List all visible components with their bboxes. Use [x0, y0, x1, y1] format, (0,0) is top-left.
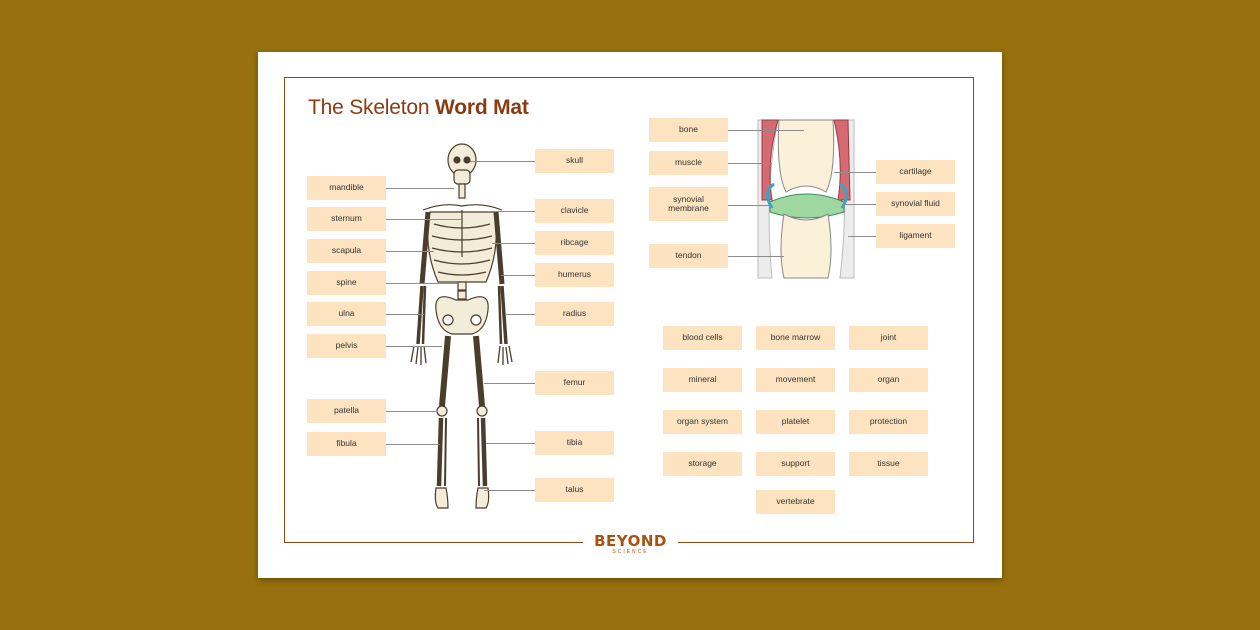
label-sternum: sternum [307, 207, 386, 231]
leader-line [386, 188, 454, 189]
leader-line [484, 383, 535, 384]
leader-line [728, 130, 804, 131]
label-clavicle: clavicle [535, 199, 614, 223]
beyond-science-logo [583, 528, 678, 558]
label-ligament: ligament [876, 224, 955, 248]
label-muscle: muscle [649, 151, 728, 175]
leader-line [834, 172, 876, 173]
leader-line [844, 204, 876, 205]
leader-line [486, 211, 535, 212]
label-scapula: scapula [307, 239, 386, 263]
title-part-1: The Skeleton [308, 96, 430, 119]
word-bank-item: movement [756, 368, 835, 392]
leader-line [386, 251, 434, 252]
logo-wordmark: BEYOND [594, 531, 667, 550]
label-spine: spine [307, 271, 386, 295]
label-skull: skull [535, 149, 614, 173]
leader-line [386, 444, 440, 445]
label-tendon: tendon [649, 244, 728, 268]
logo-subtext: SCIENCE [612, 548, 649, 555]
label-synovial-membrane: synovial membrane [649, 187, 728, 221]
label-ulna: ulna [307, 302, 386, 326]
word-bank-item: protection [849, 410, 928, 434]
leader-line [505, 314, 535, 315]
label-radius: radius [535, 302, 614, 326]
word-bank-item: support [756, 452, 835, 476]
word-bank-item: organ system [663, 410, 742, 434]
leader-line [386, 346, 442, 347]
leader-line [486, 443, 535, 444]
leader-line [848, 236, 876, 237]
word-bank-item: blood cells [663, 326, 742, 350]
leader-line [386, 314, 424, 315]
word-bank-item: storage [663, 452, 742, 476]
word-bank-item: vertebrate [756, 490, 835, 514]
label-synovial-fluid: synovial fluid [876, 192, 955, 216]
label-talus: talus [535, 478, 614, 502]
word-mat-sheet [258, 52, 1002, 578]
word-bank-item: mineral [663, 368, 742, 392]
word-bank-item: platelet [756, 410, 835, 434]
word-bank-item: bone marrow [756, 326, 835, 350]
label-tibia: tibia [535, 431, 614, 455]
leader-line [386, 219, 462, 220]
label-ribcage: ribcage [535, 231, 614, 255]
leader-line [728, 256, 784, 257]
title-part-2: Word Mat [435, 96, 529, 119]
label-patella: patella [307, 399, 386, 423]
label-humerus: humerus [535, 263, 614, 287]
label-mandible: mandible [307, 176, 386, 200]
leader-line [728, 205, 770, 206]
label-femur: femur [535, 371, 614, 395]
leader-line [386, 283, 458, 284]
word-bank-item: organ [849, 368, 928, 392]
label-fibula: fibula [307, 432, 386, 456]
label-bone: bone [649, 118, 728, 142]
leader-line [484, 490, 535, 491]
leader-line [492, 243, 535, 244]
word-bank-item: joint [849, 326, 928, 350]
leader-line [386, 411, 438, 412]
word-bank-item: tissue [849, 452, 928, 476]
leader-line [728, 163, 772, 164]
label-pelvis: pelvis [307, 334, 386, 358]
leader-line [501, 275, 535, 276]
label-cartilage: cartilage [876, 160, 955, 184]
leader-line [470, 161, 535, 162]
